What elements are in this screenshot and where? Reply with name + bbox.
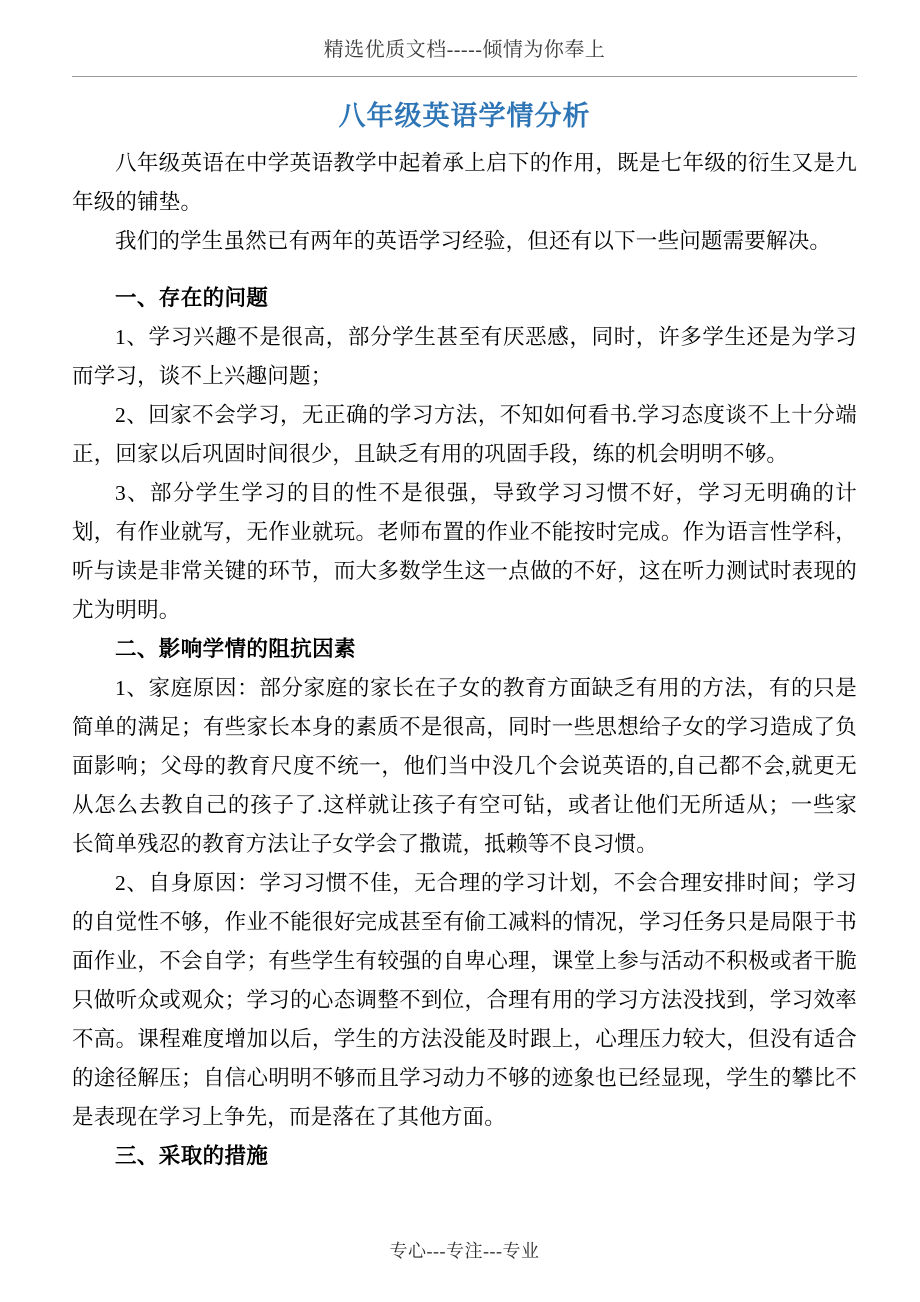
section-2-item-2: 2、自身原因：学习习惯不佳，无合理的学习计划，不会合理安排时间；学习的自觉性不够，作业不能很好完成甚至有偷工减料的情况，学习任务只是局限于书面作业，不会自学；有些学生有较强的自卑心理，课堂上参与活动不积极或者干脆只做听众或观众；学习的心态调整不到位，合理有用的学习方法没找到，学习效率不高。课程难度增加以后，学生的方法没能及时跟上，心理压力较大，但没有适合的途径解压；自信心明明不够而且学习动力不够的迹象也已经显现，学生的攀比不是表现在学习上争先，而是落在了其他方面。 xyxy=(72,871,857,1129)
document-body xyxy=(72,96,857,1176)
header-divider-rule xyxy=(72,76,857,77)
section-heading-2: 二、影响学情的阻抗因素 xyxy=(115,637,356,661)
section-heading-3: 三、采取的措施 xyxy=(115,1144,269,1168)
page-title: 八年级英语学情分析 xyxy=(338,101,591,131)
intro-paragraph-2: 我们的学生虽然已有两年的英语学习经验，但还有以下一些问题需要解决。 xyxy=(115,229,832,253)
section-1-item-2: 2、回家不会学习，无正确的学习方法，不知如何看书.学习态度谈不上十分端正，回家以后巩固时间很少，且缺乏有用的巩固手段，练的机会明明不够。 xyxy=(72,403,857,466)
section-heading-1: 一、存在的问题 xyxy=(115,286,269,310)
spacer xyxy=(72,261,857,279)
running-header xyxy=(72,36,857,64)
section-2-item-1: 1、家庭原因：部分家庭的家长在子女的教育方面缺乏有用的方法，有的只是简单的满足；有些家长本身的素质不是很高，同时一些思想给子女的学习造成了负面影响；父母的教育尺度不统一，他们当中没几个会说英语的,自己都不会,就更无从怎么去教自己的孩子了.这样就让孩子有空可钻，或者让他们无所适从；一些家长简单残忍的教育方法让子女学会了撒谎，抵赖等不良习惯。 xyxy=(72,676,857,856)
intro-paragraph-1: 八年级英语在中学英语教学中起着承上启下的作用，既是七年级的衍生又是九年级的铺垫。 xyxy=(72,151,857,214)
section-1-item-3: 3、部分学生学习的目的性不是很强，导致学习习惯不好，学习无明确的计划，有作业就写，无作业就玩。老师布置的作业不能按时完成。作为语言性学科，听与读是非常关键的环节，而大多数学生这一点做的不好，这在听力测试时表现的尤为明明。 xyxy=(72,481,857,622)
running-footer xyxy=(72,1238,857,1264)
running-header-text: 精选优质文档-----倾情为你奉上 xyxy=(323,39,606,61)
section-1-item-1: 1、学习兴趣不是很高，部分学生甚至有厌恶感，同时，许多学生还是为学习而学习，谈不上兴趣问题； xyxy=(72,325,857,388)
running-footer-text: 专心---专注---专业 xyxy=(389,1241,540,1261)
